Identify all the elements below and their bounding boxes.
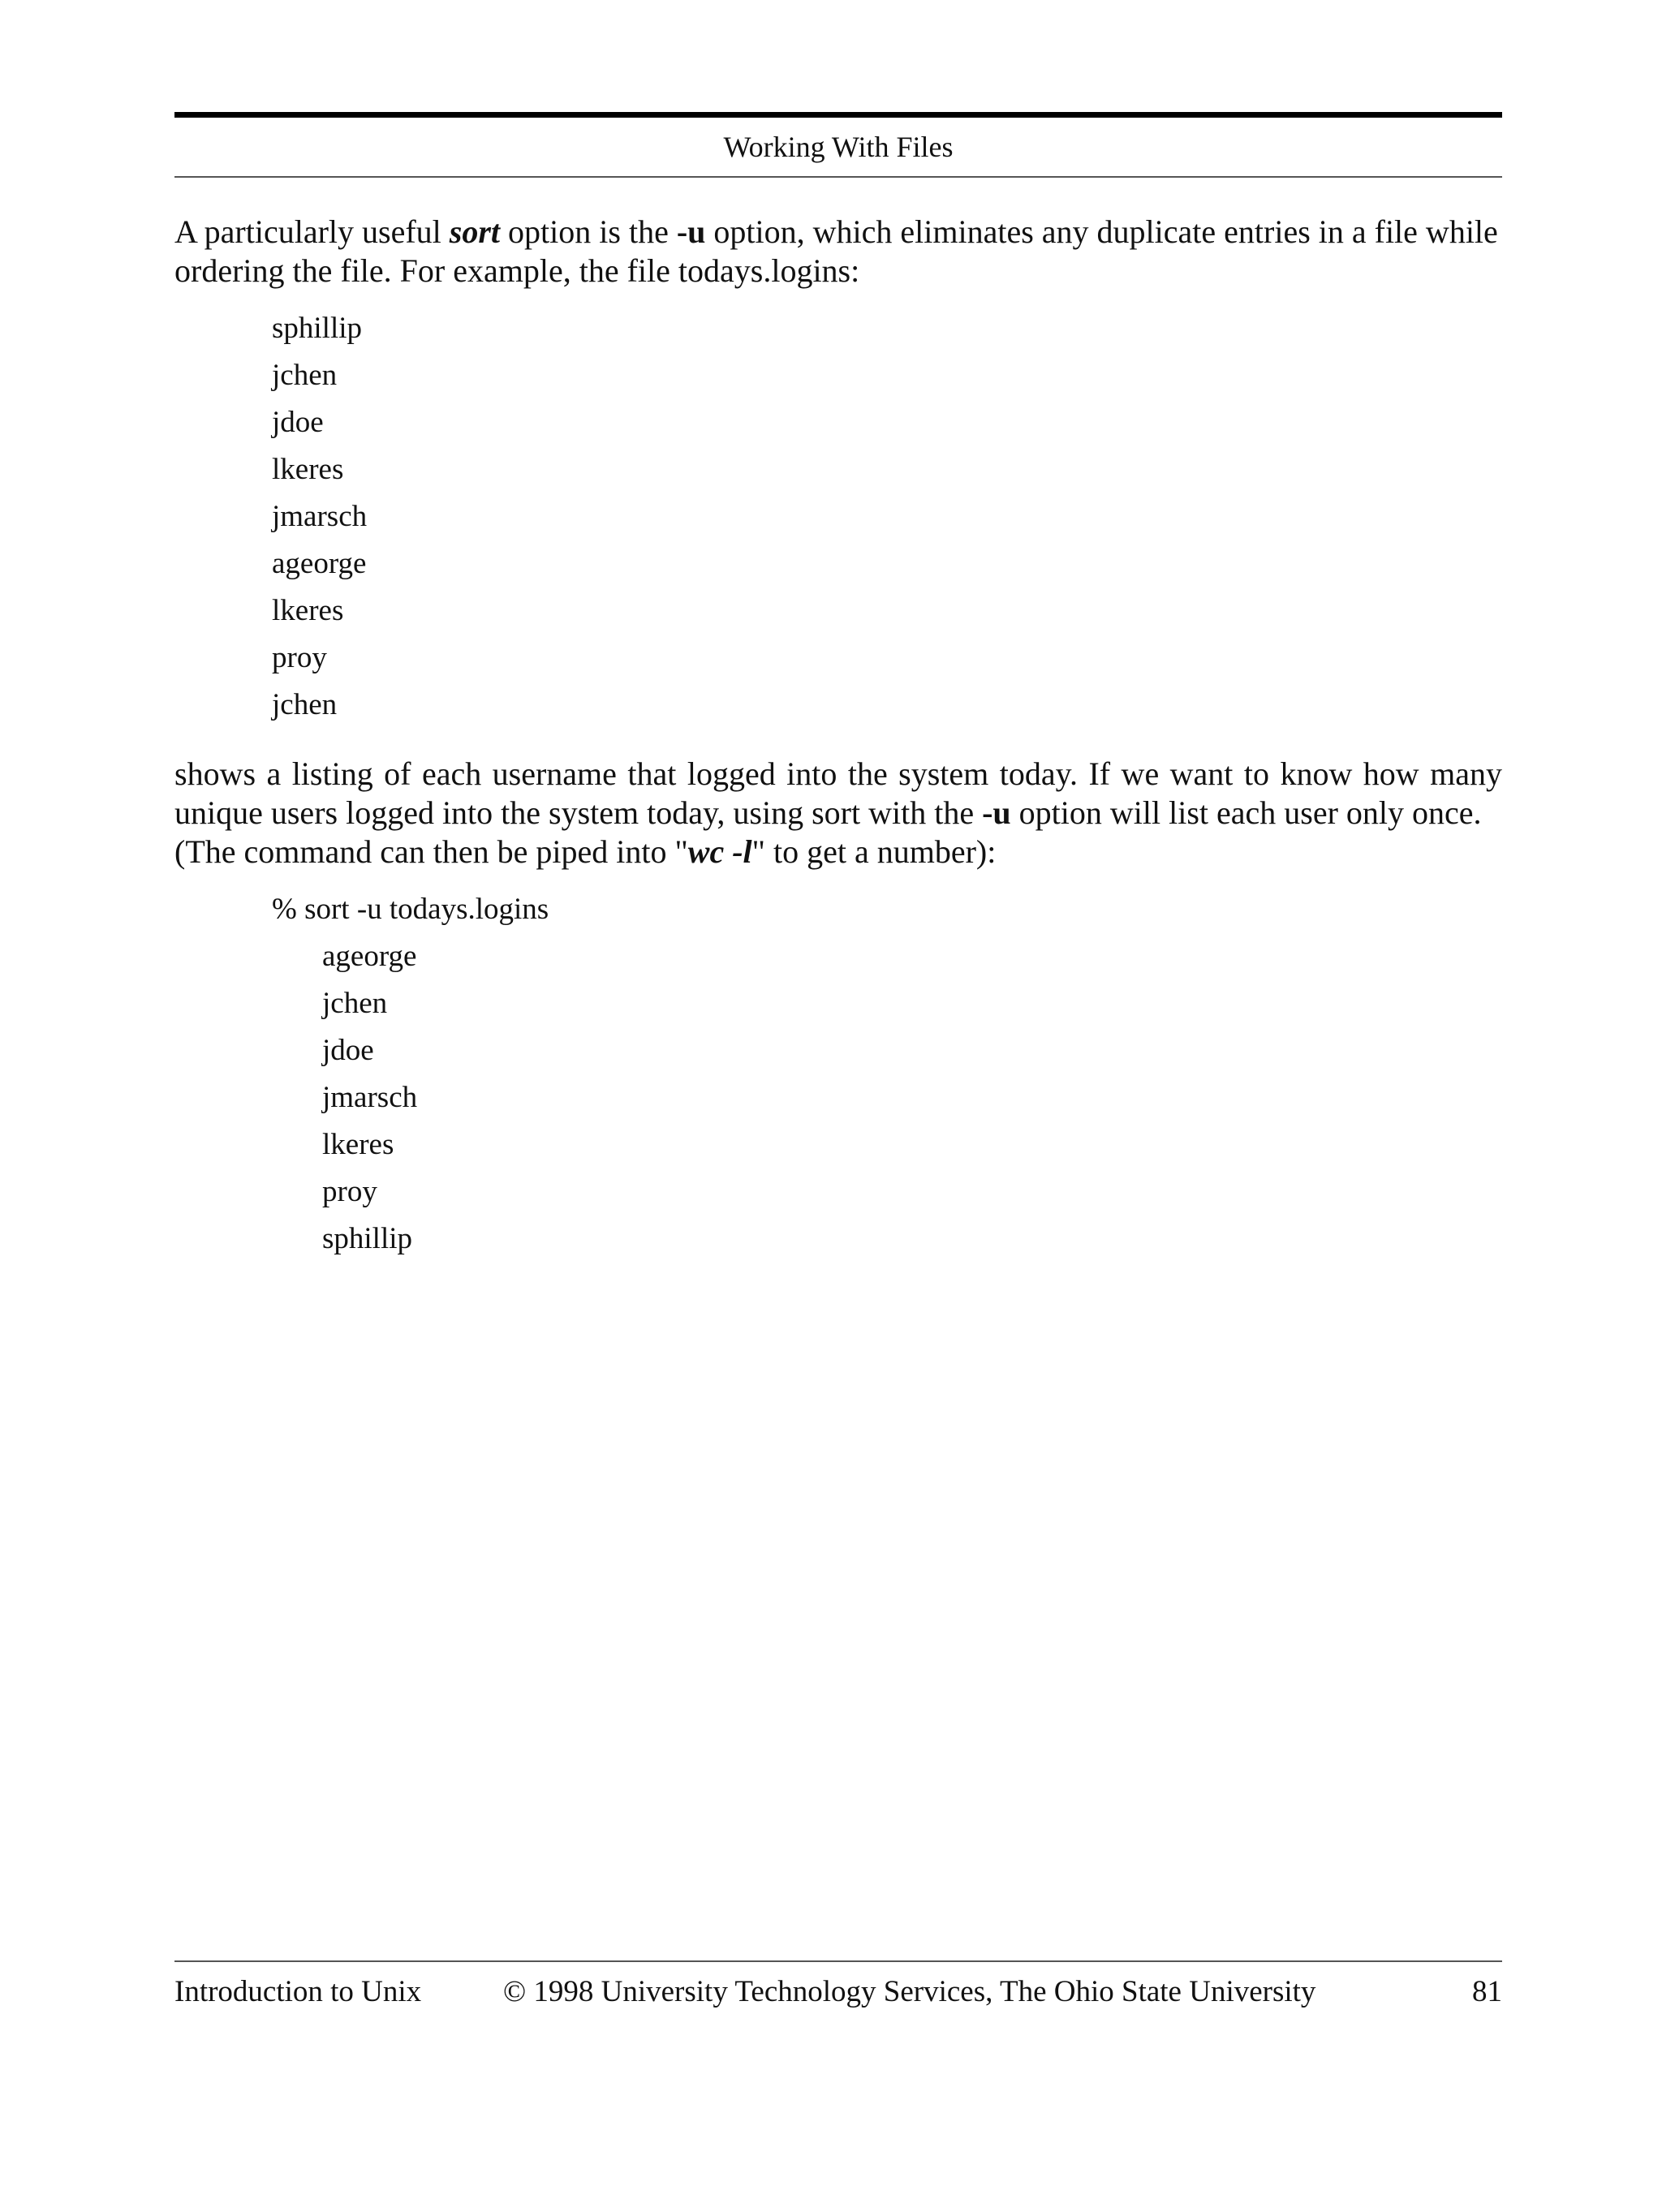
document-page bbox=[174, 0, 1502, 2212]
sorted-output-list bbox=[322, 938, 417, 1267]
intro-text-1: A particularly useful bbox=[174, 213, 450, 250]
list-item: jchen bbox=[272, 688, 338, 721]
header-divider bbox=[174, 176, 1502, 178]
wc-command-emphasis: wc -l bbox=[687, 833, 752, 870]
list-item: jchen bbox=[322, 987, 388, 1020]
list-item: lkeres bbox=[322, 1128, 394, 1161]
list-item: jdoe bbox=[322, 1034, 374, 1067]
intro-text-3: option, which eliminates any duplicate entries in a file while bbox=[705, 213, 1498, 250]
u-option-emphasis: -u bbox=[676, 213, 706, 250]
list-item: jdoe bbox=[272, 406, 324, 439]
explanation-text-1: unique users logged into the system today, using sort with the bbox=[174, 794, 983, 831]
intro-text-2: option is the bbox=[500, 213, 677, 250]
list-item: proy bbox=[322, 1175, 377, 1208]
list-item: jmarsch bbox=[272, 500, 368, 533]
list-item: lkeres bbox=[272, 453, 344, 486]
header-top-rule bbox=[174, 112, 1502, 118]
explanation-text-4: " to get a number): bbox=[751, 833, 997, 870]
footer-copyright: © 1998 University Technology Services, The Ohio State University bbox=[503, 1975, 1316, 2008]
sort-command-line: % sort -u todays.logins bbox=[272, 893, 549, 926]
list-item: jmarsch bbox=[322, 1081, 418, 1114]
list-item: ageorge bbox=[322, 940, 417, 973]
list-item: jchen bbox=[272, 359, 338, 392]
explanation-paragraph bbox=[174, 755, 1502, 871]
todays-logins-list bbox=[272, 310, 367, 734]
footer-divider bbox=[174, 1960, 1502, 1962]
intro-paragraph bbox=[174, 213, 1502, 290]
list-item: ageorge bbox=[272, 547, 367, 580]
footer-book-title: Introduction to Unix bbox=[174, 1975, 422, 2008]
list-item: lkeres bbox=[272, 594, 344, 627]
explanation-line-1: shows a listing of each username that logged into the system today. If we want to know how many bbox=[174, 755, 1502, 792]
intro-text-4: ordering the file. For example, the file todays.logins: bbox=[174, 252, 860, 289]
sort-command-emphasis: sort bbox=[449, 213, 501, 250]
page-number: 81 bbox=[1472, 1975, 1502, 2008]
list-item: sphillip bbox=[272, 312, 363, 345]
list-item: proy bbox=[272, 641, 327, 674]
list-item: sphillip bbox=[322, 1222, 413, 1255]
explanation-text-2: option will list each user only once. bbox=[1010, 794, 1482, 831]
u-option-emphasis: -u bbox=[982, 794, 1011, 831]
running-header: Working With Files bbox=[723, 131, 954, 163]
explanation-text-3: (The command can then be piped into " bbox=[174, 833, 688, 870]
